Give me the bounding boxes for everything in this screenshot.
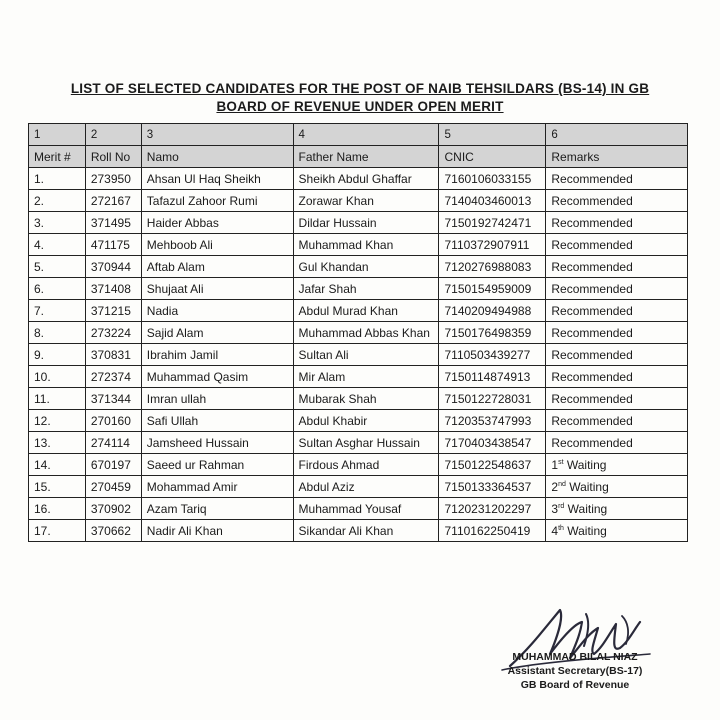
table-row [29,366,688,388]
remarks-cell [546,454,688,476]
roll-no-cell: 270160 [85,410,141,432]
waiting-position: 4 [551,523,559,538]
roll-no-cell: 273950 [85,168,141,190]
father-name-cell: Gul Khandan [293,256,439,278]
name-cell: Jamsheed Hussain [141,432,293,454]
merit-cell: 17. [29,520,86,542]
table-row [29,498,688,520]
roll-no-cell: 670197 [85,454,141,476]
remarks-cell: Recommended [546,300,688,322]
roll-no-cell: 371215 [85,300,141,322]
father-name-cell: Mubarak Shah [293,388,439,410]
signatory-name: MUHAMMAD BILAL NIAZ [512,651,638,663]
roll-no-cell: 274114 [85,432,141,454]
name-cell: Haider Abbas [141,212,293,234]
name-cell: Ibrahim Jamil [141,344,293,366]
waiting-position: 1 [551,457,559,472]
roll-no-cell: 270459 [85,476,141,498]
merit-cell: 7. [29,300,86,322]
remarks-cell: Recommended [546,190,688,212]
column-number: 6 [546,124,688,146]
merit-cell: 15. [29,476,86,498]
father-name-cell: Muhammad Abbas Khan [293,322,439,344]
remarks-cell: Recommended [546,168,688,190]
father-name-cell: Dildar Hussain [293,212,439,234]
column-header-row [29,146,688,168]
waiting-position: 2 [551,479,559,494]
name-cell: Shujaat Ali [141,278,293,300]
father-name-cell: Muhammad Yousaf [293,498,439,520]
table-row [29,322,688,344]
table-row [29,520,688,542]
father-name-cell: Abdul Khabir [293,410,439,432]
column-number-row [29,124,688,146]
column-number: 4 [293,124,439,146]
remarks-cell: Recommended [546,366,688,388]
cnic-cell: 7150114874913 [439,366,546,388]
father-name-cell: Sikandar Ali Khan [293,520,439,542]
column-number: 2 [85,124,141,146]
table-row [29,388,688,410]
table-row [29,278,688,300]
table-row [29,168,688,190]
merit-cell: 5. [29,256,86,278]
name-cell: Aftab Alam [141,256,293,278]
signatory-office: GB Board of Revenue [520,679,630,691]
merit-cell: 8. [29,322,86,344]
cnic-cell: 7150192742471 [439,212,546,234]
cnic-cell: 7120353747993 [439,410,546,432]
cnic-cell: 7150133364537 [439,476,546,498]
table-row [29,344,688,366]
roll-no-cell: 371344 [85,388,141,410]
merit-cell: 4. [29,234,86,256]
table-row [29,410,688,432]
roll-no-cell: 370662 [85,520,141,542]
remarks-cell: Recommended [546,322,688,344]
roll-no-cell: 471175 [85,234,141,256]
cnic-cell: 7110503439277 [439,344,546,366]
name-cell: Imran ullah [141,388,293,410]
waiting-label: Waiting [565,479,609,494]
father-name-cell: Sultan Ali [293,344,439,366]
name-cell: Ahsan Ul Haq Sheikh [141,168,293,190]
cnic-cell: 7150154959009 [439,278,546,300]
cnic-cell: 7110372907911 [439,234,546,256]
cnic-cell: 7140209494988 [439,300,546,322]
remarks-cell: Recommended [546,432,688,454]
roll-no-cell: 371495 [85,212,141,234]
table-row [29,212,688,234]
remarks-header: Remarks [546,146,688,168]
ordinal-suffix: st [558,458,564,466]
signatory-designation: Assistant Secretary(BS-17) [507,665,643,677]
ordinal-suffix: th [558,524,564,532]
remarks-cell: Recommended [546,278,688,300]
roll-header: Roll No [85,146,141,168]
table-row [29,256,688,278]
remarks-cell: Recommended [546,388,688,410]
cnic-cell: 7120231202297 [439,498,546,520]
merit-header: Merit # [29,146,86,168]
name-cell: Nadia [141,300,293,322]
father-name-cell: Zorawar Khan [293,190,439,212]
table-row [29,476,688,498]
ordinal-suffix: nd [558,480,566,488]
name-cell: Saeed ur Rahman [141,454,293,476]
merit-cell: 13. [29,432,86,454]
remarks-cell: Recommended [546,256,688,278]
remarks-cell [546,520,688,542]
father-name-cell: Mir Alam [293,366,439,388]
name-cell: Mohammad Amir [141,476,293,498]
name-cell: Tafazul Zahoor Rumi [141,190,293,212]
roll-no-cell: 371408 [85,278,141,300]
title-line-1: LIST OF SELECTED CANDIDATES FOR THE POST OF NAIB TEHSILDARS (BS-14) IN GB [70,81,650,96]
name-cell: Nadir Ali Khan [141,520,293,542]
father-name-header: Father Name [293,146,439,168]
cnic-header: CNIC [439,146,546,168]
name-cell: Muhammad Qasim [141,366,293,388]
cnic-cell: 7140403460013 [439,190,546,212]
remarks-cell [546,498,688,520]
cnic-cell: 7110162250419 [439,520,546,542]
cnic-cell: 7160106033155 [439,168,546,190]
table-row [29,300,688,322]
remarks-cell: Recommended [546,344,688,366]
document-title [0,80,720,116]
father-name-cell: Abdul Murad Khan [293,300,439,322]
merit-cell: 11. [29,388,86,410]
column-number: 5 [439,124,546,146]
signature-block [490,650,660,692]
cnic-cell: 7170403438547 [439,432,546,454]
column-number: 3 [141,124,293,146]
roll-no-cell: 370831 [85,344,141,366]
name-cell: Mehboob Ali [141,234,293,256]
father-name-cell: Firdous Ahmad [293,454,439,476]
name-header: Namo [141,146,293,168]
roll-no-cell: 273224 [85,322,141,344]
merit-cell: 12. [29,410,86,432]
merit-cell: 2. [29,190,86,212]
roll-no-cell: 370902 [85,498,141,520]
name-cell: Sajid Alam [141,322,293,344]
cnic-cell: 7150176498359 [439,322,546,344]
table-row [29,190,688,212]
waiting-position: 3 [551,501,559,516]
waiting-label: Waiting [563,523,607,538]
cnic-cell: 7150122548637 [439,454,546,476]
cnic-cell: 7120276988083 [439,256,546,278]
remarks-cell [546,476,688,498]
merit-cell: 1. [29,168,86,190]
cnic-cell: 7150122728031 [439,388,546,410]
column-number: 1 [29,124,86,146]
remarks-cell: Recommended [546,234,688,256]
ordinal-suffix: rd [558,502,565,510]
name-cell: Safi Ullah [141,410,293,432]
roll-no-cell: 272374 [85,366,141,388]
merit-cell: 10. [29,366,86,388]
father-name-cell: Muhammad Khan [293,234,439,256]
remarks-cell: Recommended [546,212,688,234]
title-line-2: BOARD OF REVENUE UNDER OPEN MERIT [216,99,504,114]
father-name-cell: Sheikh Abdul Ghaffar [293,168,439,190]
merit-cell: 16. [29,498,86,520]
roll-no-cell: 370944 [85,256,141,278]
name-cell: Azam Tariq [141,498,293,520]
father-name-cell: Sultan Asghar Hussain [293,432,439,454]
father-name-cell: Jafar Shah [293,278,439,300]
waiting-label: Waiting [564,501,608,516]
merit-cell: 9. [29,344,86,366]
father-name-cell: Abdul Aziz [293,476,439,498]
table-row [29,234,688,256]
roll-no-cell: 272167 [85,190,141,212]
table-row [29,454,688,476]
selected-candidates-table [28,123,688,542]
candidate-rows [29,168,688,542]
merit-cell: 6. [29,278,86,300]
remarks-cell: Recommended [546,410,688,432]
waiting-label: Waiting [563,457,607,472]
merit-cell: 3. [29,212,86,234]
table-row [29,432,688,454]
merit-cell: 14. [29,454,86,476]
